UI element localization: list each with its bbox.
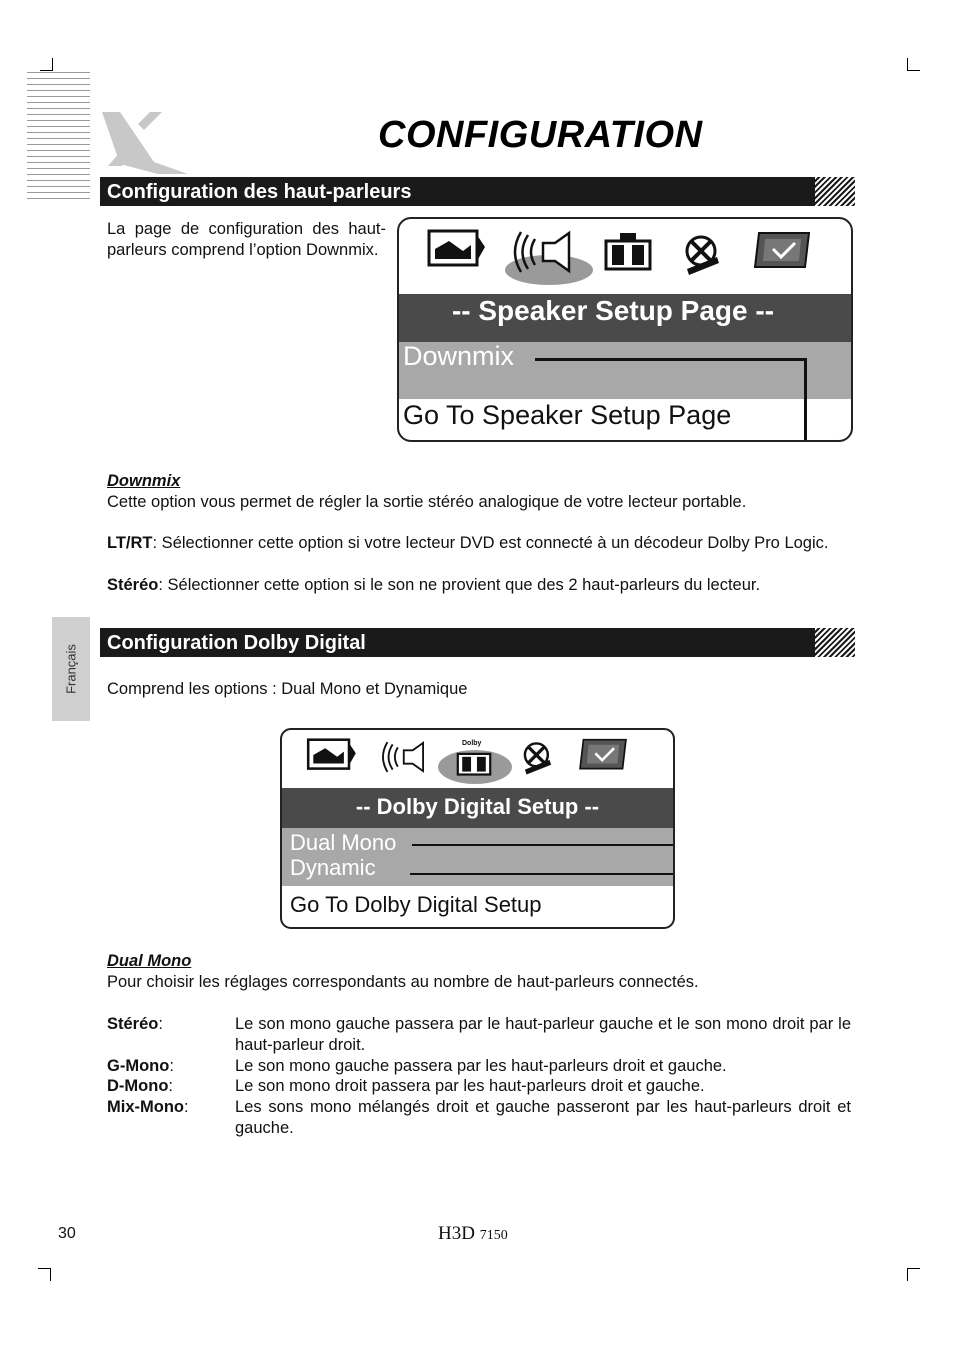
dolby-icon (604, 233, 652, 271)
osd-option-dual-mono: Dual Mono (290, 830, 397, 855)
definition-value: Le son mono gauche passera par le haut-parleur gauche et le son mono droit par le haut-parleur droit. (235, 1015, 851, 1054)
osd-speaker-setup (397, 217, 853, 442)
brand-name: H3D (438, 1223, 475, 1244)
definition-key: G-Mono: (107, 1057, 174, 1075)
osd-option-downmix: Downmix (403, 341, 515, 371)
osd-option-dynamic: Dynamic (290, 855, 376, 880)
crop-mark-bottom-left (38, 1268, 51, 1281)
definition-key: Stéréo: (107, 1015, 163, 1033)
hatch-decoration (815, 628, 855, 657)
ltrt-key: LT/RT (107, 534, 153, 552)
osd-title: -- Dolby Digital Setup -- (355, 794, 600, 819)
x-logo-icon (98, 108, 198, 178)
footer-brand (438, 1223, 508, 1245)
definition-key: Mix-Mono: (107, 1098, 189, 1116)
definition-row (107, 1014, 851, 1056)
dolby-icon (456, 748, 492, 776)
osd-footer: Go To Speaker Setup Page (403, 400, 732, 430)
definition-row (107, 1097, 851, 1139)
page-title: CONFIGURATION (378, 114, 703, 156)
callout-line-vertical (804, 358, 807, 442)
callout-line-dual-mono (412, 844, 673, 846)
section-heading-text: Configuration Dolby Digital (107, 632, 366, 654)
checkmark-icon (753, 231, 811, 271)
downmix-description: Cette option vous permet de régler la sortie stéréo analogique de votre lecteur portable. (107, 493, 747, 511)
section-intro: Comprend les options : Dual Mono et Dynamique (107, 680, 468, 698)
dual-mono-label: Dual Mono (107, 952, 192, 970)
section-heading-dolby (100, 628, 855, 657)
osd-dolby-setup (280, 728, 675, 929)
speaker-icon (380, 738, 432, 776)
dual-mono-description: Pour choisir les réglages correspondants au nombre de haut-parleurs connectés. (107, 973, 699, 991)
ltrt-paragraph (107, 533, 851, 554)
model-number: 7150 (479, 1228, 508, 1243)
ltrt-text: : Sélectionner cette option si votre lecteur DVD est connecté à un décodeur Dolby Pro Logic. (152, 534, 829, 552)
picture-icon (306, 738, 358, 772)
film-reel-icon (520, 740, 556, 778)
section-intro: La page de configuration des haut-parleurs comprend l’option Downmix. (107, 220, 386, 259)
language-tab-label: Français (63, 644, 79, 694)
osd-title: -- Speaker Setup Page -- (451, 295, 775, 326)
film-reel-icon (681, 233, 725, 279)
definition-value: Le son mono gauche passera par les haut-parleurs droit et gauche. (235, 1057, 727, 1075)
downmix-label: Downmix (107, 472, 181, 490)
section-heading-speakers (100, 177, 855, 206)
picture-icon (427, 229, 487, 269)
speaker-icon (511, 229, 581, 275)
crop-mark-top-right (907, 58, 920, 71)
section-heading-text: Configuration des haut-parleurs (107, 181, 412, 203)
definition-value: Les sons mono mélangés droit et gauche passeront par les haut-parleurs droit et gauche. (235, 1098, 851, 1137)
definition-value: Le son mono droit passera par les haut-parleurs droit et gauche. (235, 1077, 705, 1095)
crop-mark-bottom-right (907, 1268, 920, 1281)
callout-line-dynamic (410, 873, 673, 875)
dolby-icon-label: Dolby (462, 740, 482, 747)
checkmark-icon (578, 738, 628, 772)
decorative-stripes (27, 72, 90, 200)
stereo-paragraph (107, 575, 851, 596)
callout-line-horizontal (535, 358, 807, 361)
stereo-key: Stéréo (107, 576, 159, 594)
definition-key: D-Mono: (107, 1077, 173, 1095)
hatch-decoration (815, 177, 855, 206)
crop-mark-top-left (40, 58, 53, 71)
definition-row (107, 1076, 851, 1097)
stereo-text: : Sélectionner cette option si le son ne provient que des 2 haut-parleurs du lecteur. (158, 576, 761, 594)
page-number: 30 (58, 1225, 76, 1242)
language-tab (52, 617, 90, 721)
definition-row (107, 1056, 851, 1077)
osd-footer: Go To Dolby Digital Setup (290, 892, 542, 917)
